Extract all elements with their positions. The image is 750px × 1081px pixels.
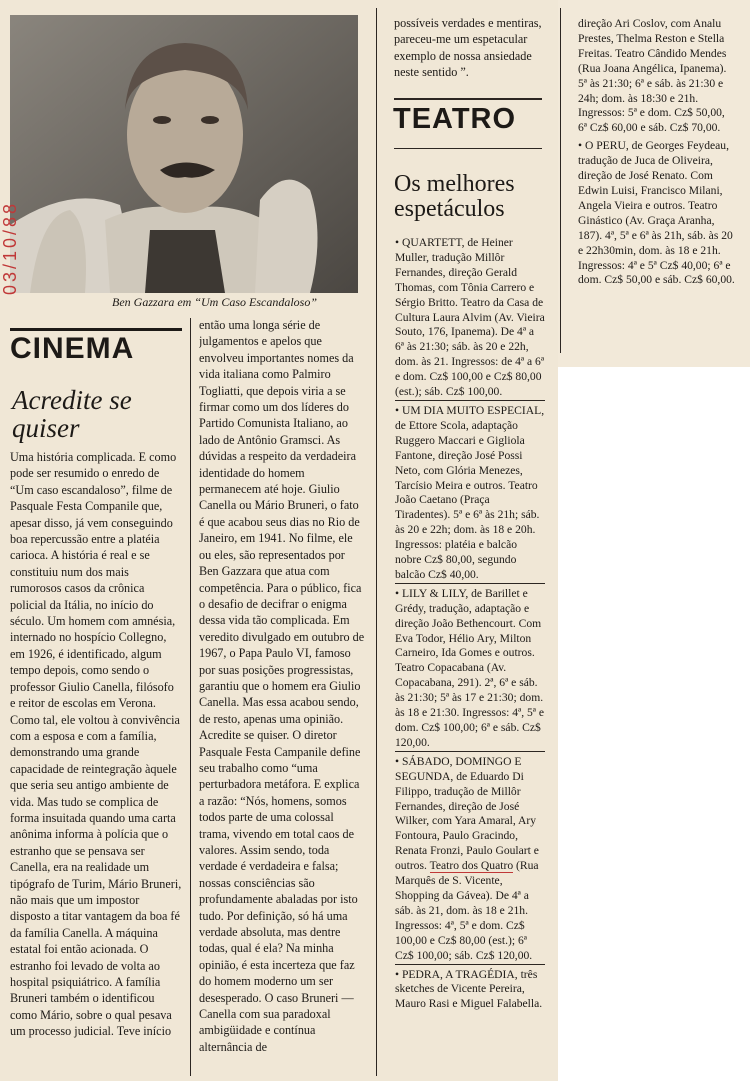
listing-entry: • LILY & LILY, de Barillet e Grédy, tradução, adaptação e direção João Bethencourt. Com Eva Todor, Hélio Ary, Milton Carneiro, Ida Gomes e outros. Teatro Copacabana (Av. Copacabana, 291). 2ª, 6ª e sáb. às 21:30; 5ª às 17 e 21:30; dom. às 18 e 21:30. Ingressos: 4ª, 5ª e dom. Cz$ 100,00; 6ª e sáb. Cz$ 120,00.	[395, 583, 545, 751]
listing-entry: • PEDRA, A TRAGÉDIA, três sketches de Vicente Pereira, Mauro Rasi e Miguel Falabella.	[395, 964, 545, 1013]
column-divider	[560, 8, 561, 353]
handwritten-date-mark: 03/10/88	[0, 200, 20, 295]
listing-text: (Rua Marquês de S. Vicente, Shopping da Gávea). De 4ª a sáb. às 21, dom. às 18 e 21h. Ingressos: 4ª, 5ª e dom. Cz$ 100,00 e Cz$ 80,00 (est.); 6ª Cz$ 100,00; sáb. Cz$ 120,00.	[395, 859, 539, 962]
article-text: então uma longa série de julgamentos e apelos que envolveu importantes nomes da vida italiana como Palmiro Togliatti, que depois viria a se firmar como um dos líderes do Partido Comunista Italiano, ao lado de Antônio Gramsci. As dúvidas a respeito da verdadeira identidade do homem permanecem até hoje. Giulio Canella ou Mário Bruneri, o fato é que acabou seus dias no Rio de Janeiro, em 1941. No filme, ele ou eles, são representados por Ben Gazzara que atua com competência. Para o público, fica o desafio de decifrar o enigma dessa vida tão complicada. Em veredito divulgado em outubro de 1967, o Papa Paulo VI, famoso por suas posições progressistas, garantiu que o homem era Giulio Canella. Mas essa acabou sendo, de resto, apenas uma opinião. Acredite se quiser. O diretor Pasquale Festa Campanile define seu trabalho como “uma perturbadora metáfora. E explica a razão: “Nós, homens, somos todos parte de uma colossal trama, vivendo em total caos de valores. Assim sendo, toda verdade é verdadeira e falsa; nossas consciências são profundamente abaladas por isto tudo. Por definição, só há uma verdade absoluta, mas dentre todas, qual é ela? Na minha opinião, é esta incerteza que faz do homem moderno um ser desesperado. O caso Bruneri — Canella com sua paradoxal ambigüidade e contínua alternância de	[199, 318, 365, 1054]
photo-caption: Ben Gazzara em “Um Caso Escandaloso”	[112, 295, 318, 309]
actor-photo	[10, 15, 358, 293]
section-divider	[394, 98, 542, 100]
listing-entry	[395, 751, 545, 964]
listing-entry: • QUARTETT, de Heiner Muller, tradução Millôr Fernandes, direção Gerald Thomas, com Tônia Carrero e Sérgio Britto. Teatro da Casa de Cultura Laura Alvim (Av. Vieira Souto, 176, Ipanema). De 4ª a 6ª às 21:30; sáb. às 20 e 22h, dom. às 21. Ingressos: de 4ª a 6ª e dom. Cz$ 100,00 e Cz$ 80,00 (est.); sáb. Cz$ 100,00.	[395, 236, 545, 399]
column-divider	[376, 8, 377, 1076]
listing-text: • SÁBADO, DOMINGO E SEGUNDA, de Eduardo Di Filippo, tradução de Millôr Fernandes, direção de José Wilker, com Yara Amaral, Ary Fontoura, Paulo Gracindo, Renata Fronzi, Paulo Goulart e outros.	[395, 754, 539, 873]
theatre-listings	[395, 236, 545, 1074]
theatre-listings-continued	[578, 17, 736, 347]
listing-entry: • UM DIA MUITO ESPECIAL, de Ettore Scola, adaptação Ruggero Maccari e Gigliola Fantone, direção José Possi Neto, com Glória Menezes, Tarcísio Meira e outros. Teatro João Caetano (Praça Tiradentes). 5ª e 6ª às 21h; sáb. às 20 e 22h; dom. às 18 e 20h. Ingressos: platéia e balcão nobre Cz$ 80,00, segundo balcão Cz$ 40,00.	[395, 400, 545, 583]
listing-entry: direção Ari Coslov, com Analu Prestes, Thelma Reston e Stella Freitas. Teatro Cândido Mendes (Rua Joana Angélica, Ipanema). 5ª às 21:30; 6ª e sáb. às 21:30 e 24h; dom. às 18:30 e 21h. Ingressos: 5ª e dom. Cz$ 50,00, 6ª Cz$ 60,00 e sáb. Cz$ 70,00.	[578, 17, 727, 135]
listings-headline: Os melhores espetáculos	[394, 171, 515, 223]
article-column-2	[199, 317, 367, 1074]
article-column-1	[10, 449, 182, 1074]
article-headline: Acredite se quiser	[12, 385, 132, 444]
article-column-3	[394, 15, 544, 87]
section-title-cinema: CINEMA	[10, 328, 182, 366]
underlined-theatre-name: Teatro dos Quatro	[429, 859, 514, 873]
article-text: Uma história complicada. E como pode ser resumido o enredo de “Um caso escandaloso”, filme de Pasquale Festa Companile que, apesar disso, já vem conseguindo boa repercussão entre a platéia carioca. A história é real e se constituiu num dos mais rumorosos casos da crônica policial da Itália, no início do século. Um homem com amnésia, internado no hospício Collegno, em 1926, é identificado, algum tempo depois, como sendo o professor Giulio Canella, filósofo e reitor de escolas em Verona. Como tal, ele voltou à convivência com a esposa e com a família, demonstrando uma grande capacidade de reintegração àquele que seria seu antigo ambiente de vida. Mas tudo se complica de forma insuitada quando uma carta anônima informa à polícia que o estranho que se pensava ser Canella, era na realidade um tipógrafo de Turim, Mário Bruneri, não mais que um impostor disposto a titar vantagem da boa fé da família Canella. A máquina estatal foi então acionada. O estranho foi levado de volta ao hospital psiquiátrico. A família Bruneri também o identificou como Mário, sobre o qual pesava um processo judicial. Teve início	[10, 450, 182, 1039]
section-title-teatro: TEATRO	[393, 103, 517, 135]
article-text: possíveis verdades e mentiras, pareceu-me um espetacular exemplo de nossa ansiedade neste sentido ”.	[394, 16, 542, 80]
section-divider	[394, 148, 542, 149]
listing-entry: • O PERU, de Georges Feydeau, tradução de Juca de Oliveira, direção de José Renato. Com Edwin Luisi, Francisco Milani, Angela Vieira e outros. Teatro Ginástico (Av. Graça Aranha, 187). 4ª, 5ª e 6ª às 21h, sáb. às 20 e 22h30min, dom. às 18 e 21h. Ingressos: 4ª e 5ª Cz$ 40,00; 6ª e dom. Cz$ 50,00 e sáb. Cz$ 60,00.	[578, 139, 735, 287]
column-divider	[190, 318, 191, 1076]
